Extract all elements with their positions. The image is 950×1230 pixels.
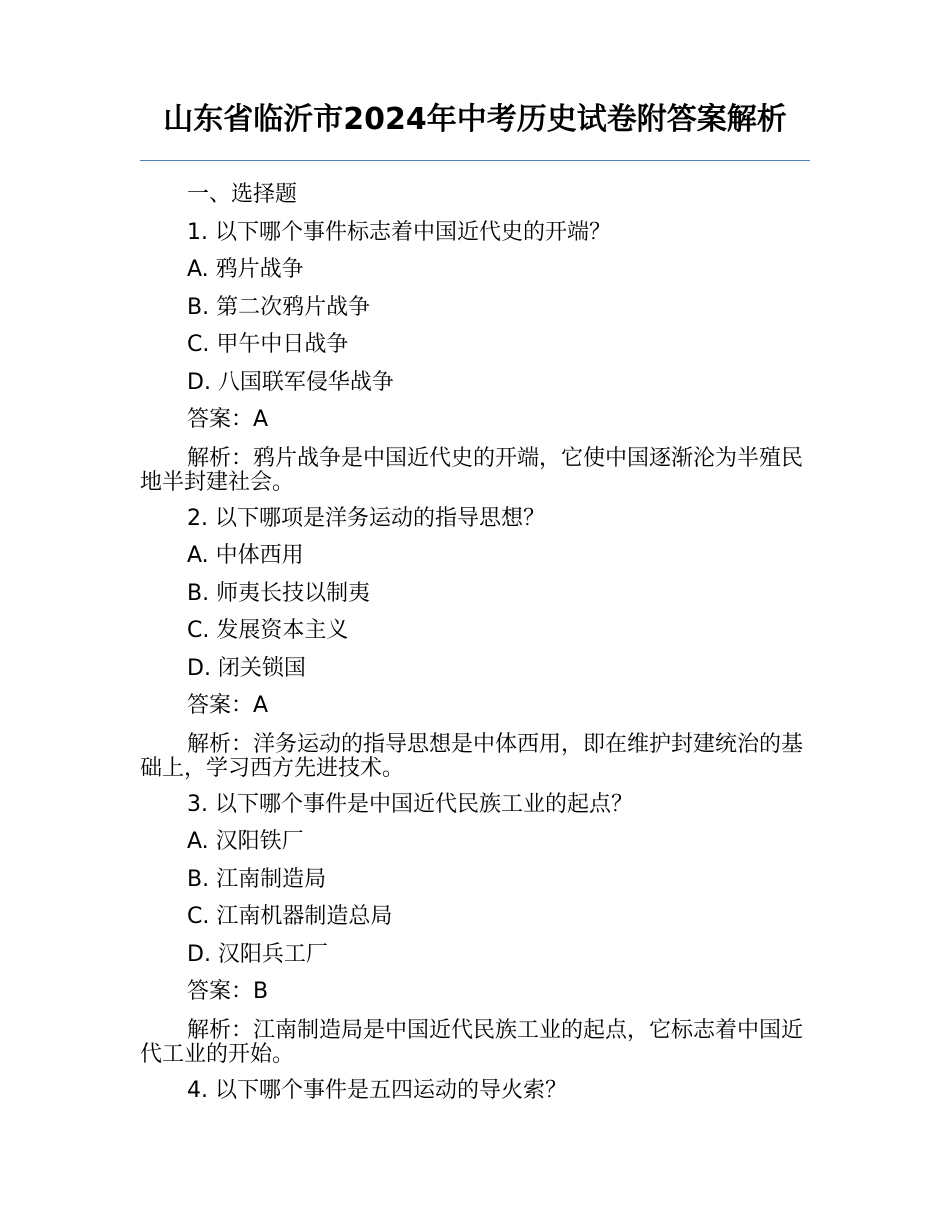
option-b: B. 江南制造局 bbox=[187, 866, 327, 892]
section-heading: 一、选择题 bbox=[187, 182, 298, 207]
question-block bbox=[140, 1072, 810, 1110]
question-text: 3. 以下哪个事件是中国近代民族工业的起点？ bbox=[187, 791, 633, 817]
option-b: B. 师夷长技以制夷 bbox=[187, 580, 371, 606]
answer-text: 答案：A bbox=[187, 407, 269, 432]
question-block bbox=[140, 214, 810, 495]
title-underline bbox=[140, 160, 810, 161]
explanation-text: 解析：鸦片战争是中国近代史的开端，它使中国逐渐沦为半殖民地半封建社会。 bbox=[140, 445, 804, 495]
option-c: C. 甲午中日战争 bbox=[187, 332, 349, 357]
option-c: C. 发展资本主义 bbox=[187, 618, 349, 643]
option-a: A. 中体西用 bbox=[187, 543, 304, 568]
question-text: 2. 以下哪项是洋务运动的指导思想？ bbox=[187, 505, 545, 531]
option-d: D. 汉阳兵工厂 bbox=[187, 941, 328, 967]
option-d: D. 闭关锁国 bbox=[187, 655, 306, 681]
option-c: C. 江南机器制造总局 bbox=[187, 904, 393, 929]
question-block bbox=[140, 500, 810, 781]
option-a: A. 鸦片战争 bbox=[187, 257, 304, 282]
question-text: 1. 以下哪个事件标志着中国近代史的开端？ bbox=[187, 219, 611, 245]
answer-text: 答案：A bbox=[187, 693, 269, 718]
answer-text: 答案：B bbox=[187, 979, 269, 1004]
option-a: A. 汉阳铁厂 bbox=[187, 829, 304, 854]
document-body bbox=[140, 176, 810, 1109]
option-d: D. 八国联军侵华战争 bbox=[187, 369, 394, 395]
question-block bbox=[140, 786, 810, 1067]
question-text: 4. 以下哪个事件是五四运动的导火索？ bbox=[187, 1077, 567, 1103]
explanation-text: 解析：江南制造局是中国近代民族工业的起点，它标志着中国近代工业的开始。 bbox=[140, 1017, 804, 1067]
document-title: 山东省临沂市2024年中考历史试卷附答案解析 bbox=[163, 102, 787, 137]
explanation-text: 解析：洋务运动的指导思想是中体西用，即在维护封建统治的基础上，学习西方先进技术。 bbox=[140, 731, 804, 781]
option-b: B. 第二次鸦片战争 bbox=[187, 294, 371, 320]
